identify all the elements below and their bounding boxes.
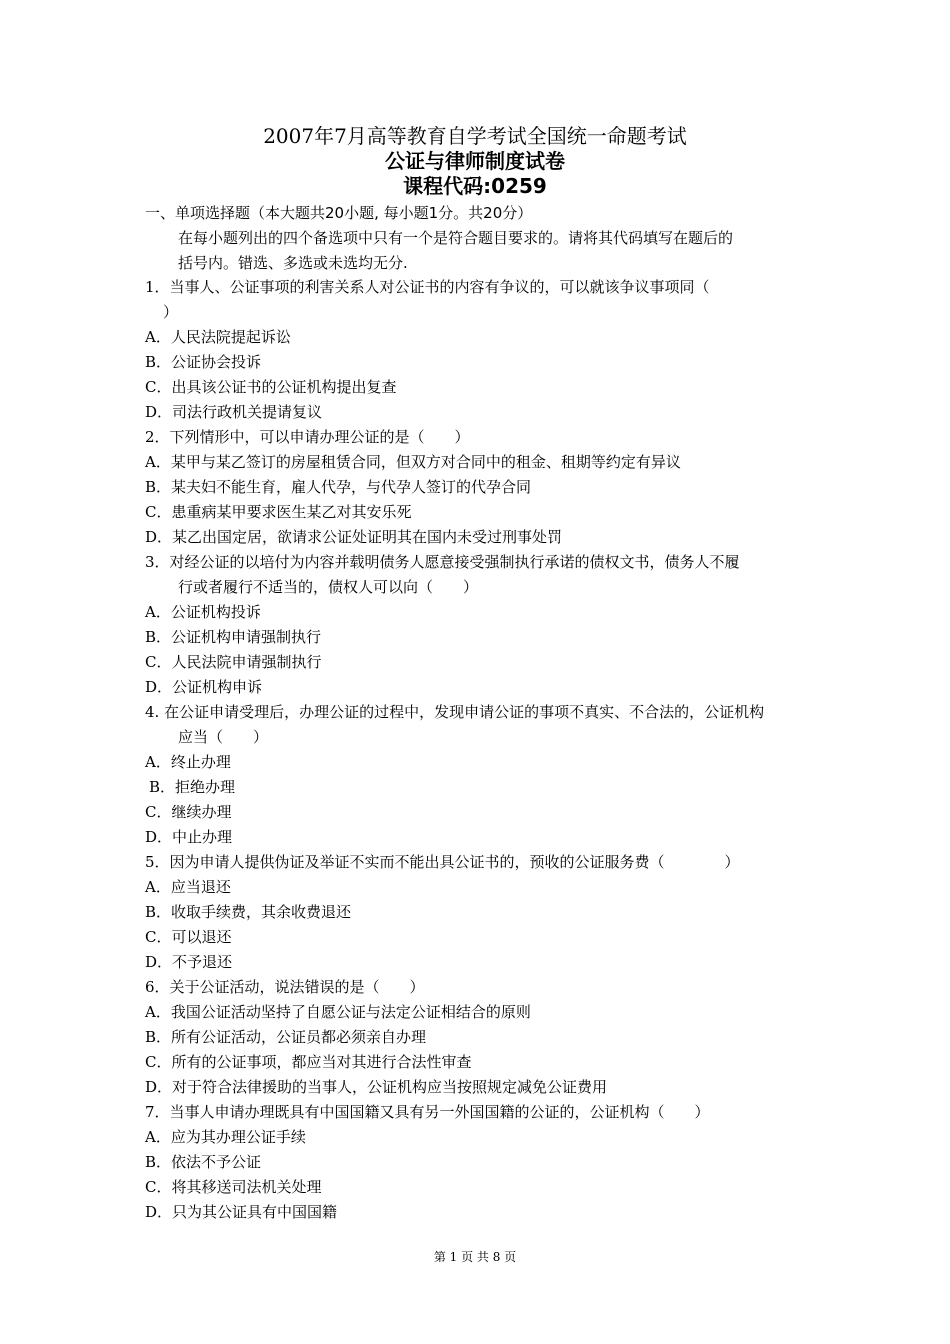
exam-subject: 公证与律师制度试卷: [385, 149, 565, 173]
question-stem: 4. 在公证申请受理后，办理公证的过程中，发现申请公证的事项不真实、不合法的，公证机构: [145, 703, 765, 721]
option-a: A．某甲与某乙签订的房屋租赁合同，但双方对合同中的租金、租期等约定有异议: [145, 453, 681, 471]
option-d: D．对于符合法律援助的当事人，公证机构应当按照规定减免公证费用: [145, 1078, 608, 1096]
question-stem-continued: 应当（ ）: [178, 728, 269, 746]
question-4: [145, 700, 813, 850]
option-a: A．我国公证活动坚持了自愿公证与法定公证相结合的原则: [145, 1003, 531, 1021]
question-stem: 6．关于公证活动，说法错误的是（ ）: [145, 978, 425, 996]
question-1: [145, 275, 813, 425]
option-c: C．人民法院申请强制执行: [145, 653, 322, 671]
question-stem-continued: 行或者履行不适当的，债权人可以向（ ）: [178, 578, 479, 596]
question-7: [145, 1100, 813, 1225]
option-a: A．终止办理: [145, 753, 231, 771]
option-a: A．公证机构投诉: [145, 603, 261, 621]
option-d: D．只为其公证具有中国国籍: [145, 1203, 338, 1221]
option-d: D．某乙出国定居，欲请求公证处证明其在国内未受过刑事处罚: [145, 528, 563, 546]
option-c: C．继续办理: [145, 803, 232, 821]
question-5: [145, 850, 813, 975]
section-heading: 一、单项选择题（本大题共20小题, 每小题1分。共20分）: [145, 204, 533, 222]
course-code: 课程代码:0259: [403, 174, 547, 198]
option-c: C．可以退还: [145, 928, 232, 946]
option-d: D．中止办理: [145, 828, 233, 846]
question-6: [145, 975, 813, 1100]
instruction-line-2: 括号内。错选、多选或未选均无分.: [178, 254, 408, 272]
option-b: B．拒绝办理: [149, 778, 236, 796]
option-d: D．不予退还: [145, 953, 233, 971]
exam-title: 2007年7月高等教育自学考试全国统一命题考试: [263, 124, 687, 148]
question-stem-continued: ）: [163, 303, 179, 321]
option-b: B．收取手续费，其余收费退还: [145, 903, 352, 921]
question-stem: 2．下列情形中，可以申请办理公证的是（ ）: [145, 428, 470, 446]
question-stem: 7．当事人申请办理既具有中国国籍又具有另一外国国籍的公证的，公证机构（ ）: [145, 1103, 710, 1121]
option-b: B．所有公证活动，公证员都必须亲自办理: [145, 1028, 427, 1046]
option-a: A．应当退还: [145, 878, 231, 896]
instruction-line-1: 在每小题列出的四个备选项中只有一个是符合题目要求的。请将其代码填写在题后的: [178, 229, 734, 247]
option-c: C．患重病某甲要求医生某乙对其安乐死: [145, 503, 412, 521]
option-b: B．公证协会投诉: [145, 353, 262, 371]
page-footer: 第 1 页 共 8 页: [433, 1250, 517, 1264]
question-list: [145, 275, 813, 1225]
option-d: D．公证机构申诉: [145, 678, 263, 696]
question-stem: 3．对经公证的以培付为内容并载明债务人愿意接受强制执行承诺的债权文书，债务人不履: [145, 553, 740, 571]
section-instructions: [178, 226, 808, 276]
option-c: C．出具该公证书的公证机构提出复查: [145, 378, 397, 396]
option-a: A．应为其办理公证手续: [145, 1128, 306, 1146]
option-c: C．所有的公证事项，都应当对其进行合法性审查: [145, 1053, 472, 1071]
option-b: B．某夫妇不能生育，雇人代孕，与代孕人签订的代孕合同: [145, 478, 532, 496]
question-3: [145, 550, 813, 700]
option-a: A．人民法院提起诉讼: [145, 328, 291, 346]
option-b: B．公证机构申请强制执行: [145, 628, 322, 646]
option-b: B．依法不予公证: [145, 1153, 262, 1171]
option-d: D．司法行政机关提请复议: [145, 403, 323, 421]
question-2: [145, 425, 813, 550]
question-stem: 5．因为申请人提供伪证及举证不实而不能出具公证书的，预收的公证服务费（ ）: [145, 853, 740, 871]
question-stem: 1．当事人、公证事项的利害关系人对公证书的内容有争议的，可以就该争议事项同（: [145, 278, 710, 296]
option-c: C．将其移送司法机关处理: [145, 1178, 322, 1196]
